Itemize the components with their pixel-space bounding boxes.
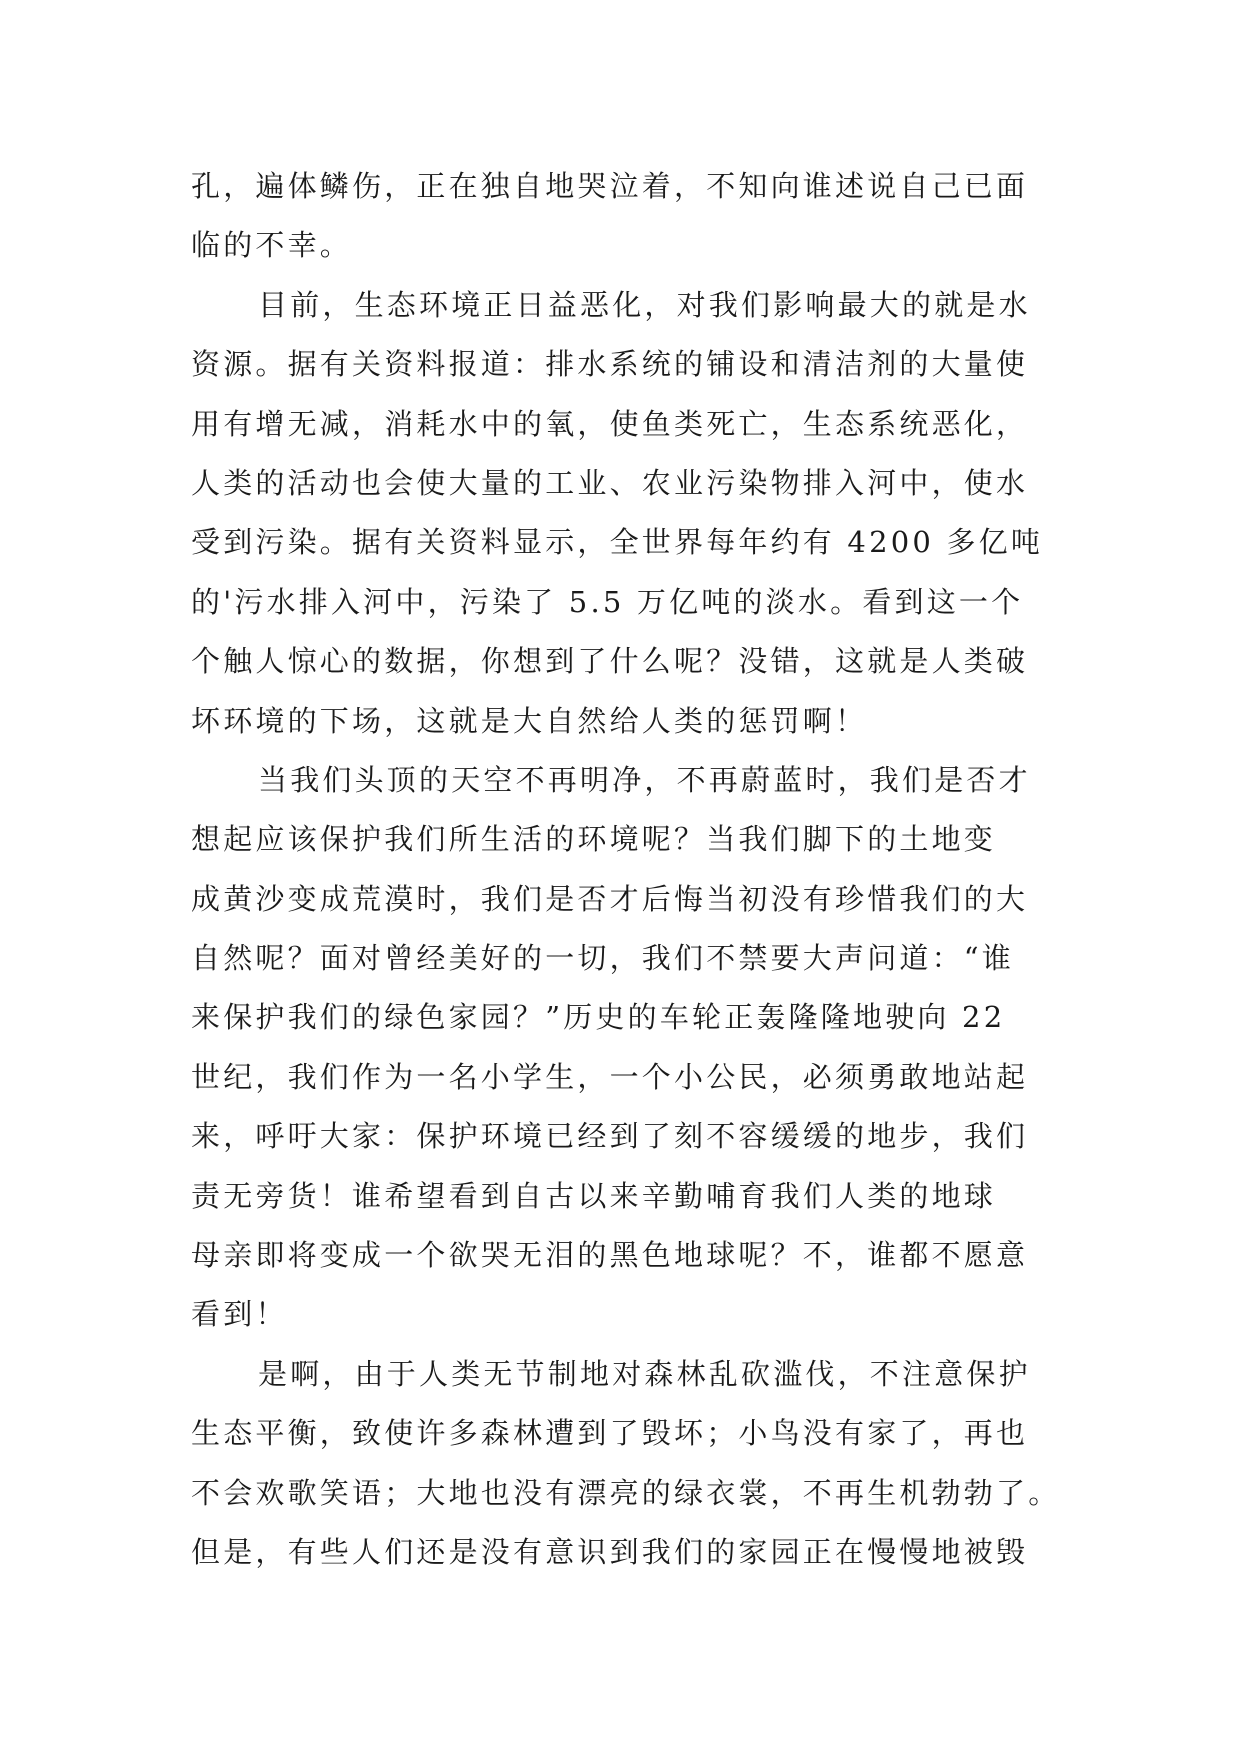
text-line: 资源。据有关资料报道：排水系统的铺设和清洁剂的大量使 bbox=[191, 347, 1029, 382]
text-line: 临的不幸。 bbox=[191, 228, 353, 263]
text-line: 用有增无减，消耗水中的氧，使鱼类死亡，生态系统恶化， bbox=[191, 406, 1029, 441]
text-line: 个触人惊心的数据，你想到了什么呢？没错，这就是人类破 bbox=[191, 644, 1029, 679]
text-line: 来，呼吁大家：保护环境已经到了刻不容缓缓的地步，我们 bbox=[191, 1119, 1029, 1154]
text-line: 生态平衡，致使许多森林遭到了毁坏；小鸟没有家了，再也 bbox=[191, 1416, 1029, 1451]
text-line: 的'污水排入河中，污染了 5.5 万亿吨的淡水。看到这一个 bbox=[191, 584, 1024, 619]
text-line: 孔，遍体鳞伤，正在独自地哭泣着，不知向谁述说自己已面 bbox=[191, 169, 1029, 203]
text-line: 看到！ bbox=[191, 1297, 288, 1332]
text-line: 来保护我们的绿色家园？”历史的车轮正轰隆隆地驶向 22 bbox=[191, 1000, 1006, 1035]
text-line: 世纪，我们作为一名小学生，一个小公民，必须勇敢地站起 bbox=[191, 1059, 1029, 1094]
text-line: 但是，有些人们还是没有意识到我们的家园正在慢慢地被毁 bbox=[191, 1534, 1029, 1569]
text-line: 人类的活动也会使大量的工业、农业污染物排入河中，使水 bbox=[191, 465, 1029, 500]
text-line: 母亲即将变成一个欲哭无泪的黑色地球呢？不，谁都不愿意 bbox=[191, 1238, 1029, 1273]
text-line: 不会欢歌笑语；大地也没有漂亮的绿衣裳，不再生机勃勃了。 bbox=[191, 1475, 1061, 1510]
text-line: 成黄沙变成荒漠时，我们是否才后悔当初没有珍惜我们的大 bbox=[191, 881, 1029, 916]
paragraph-start-line: 是啊，由于人类无节制地对森林乱砍滥伐，不注意保护 bbox=[258, 1356, 1031, 1391]
body-text bbox=[191, 157, 1061, 1582]
text-line: 受到污染。据有关资料显示，全世界每年约有 4200 多亿吨 bbox=[191, 525, 1044, 560]
paragraph-start-line: 当我们头顶的天空不再明净，不再蔚蓝时，我们是否才 bbox=[258, 762, 1031, 797]
text-line: 自然呢？面对曾经美好的一切，我们不禁要大声问道：“谁 bbox=[191, 941, 1015, 976]
text-line: 想起应该保护我们所生活的环境呢？当我们脚下的土地变 bbox=[191, 822, 997, 857]
text-line: 责无旁货！谁希望看到自古以来辛勤哺育我们人类的地球 bbox=[191, 1178, 997, 1213]
paragraph-start-line: 目前，生态环境正日益恶化，对我们影响最大的就是水 bbox=[258, 287, 1031, 322]
text-line: 坏环境的下场，这就是大自然给人类的惩罚啊！ bbox=[191, 703, 868, 738]
